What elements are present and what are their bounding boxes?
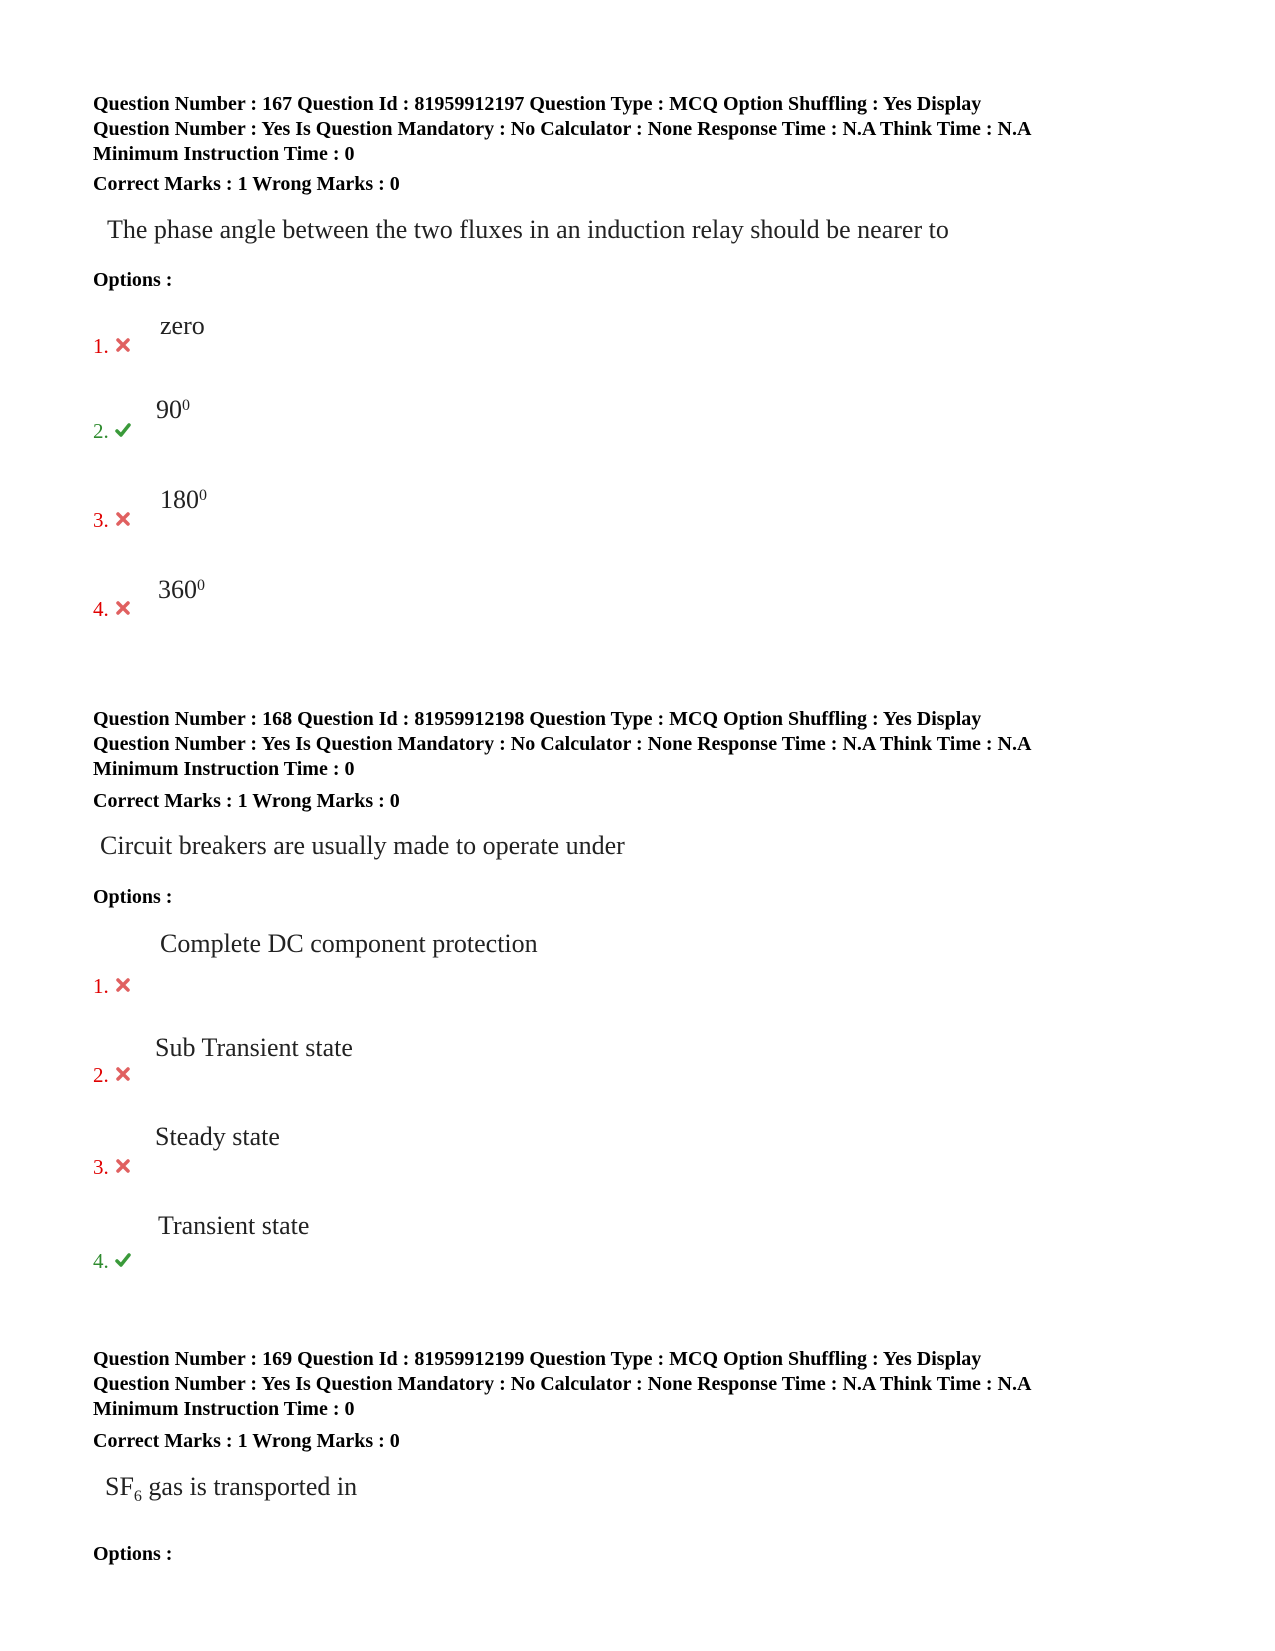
option-number: 4.	[93, 1249, 131, 1273]
question-meta	[93, 707, 1213, 782]
option-text: Steady state	[155, 1122, 280, 1151]
meta-line: Question Number : Yes Is Question Mandatory : No Calculator : None Response Time : N.A Think Time : N.A	[93, 1373, 1032, 1395]
option-number: 3.	[93, 508, 131, 532]
cross-icon	[115, 511, 131, 527]
option-number: 1.	[93, 334, 131, 358]
option-text: $90^0$	[156, 395, 190, 424]
cross-icon	[115, 977, 131, 993]
option-text: zero	[160, 311, 205, 340]
option-number: 4.	[93, 597, 131, 621]
option-text: Complete DC component protection	[160, 929, 538, 958]
marks-line: Correct Marks : 1 Wrong Marks : 0	[93, 790, 400, 812]
marks-line: Correct Marks : 1 Wrong Marks : 0	[93, 1430, 400, 1452]
option-number: 2.	[93, 1063, 131, 1087]
marks-line: Correct Marks : 1 Wrong Marks : 0	[93, 173, 400, 195]
cross-icon	[115, 1158, 131, 1174]
question-meta	[93, 1347, 1213, 1422]
meta-line: Question Number : 169 Question Id : 81959912199 Question Type : MCQ Option Shuffling : Yes Display	[93, 1348, 982, 1370]
option-number: 2.	[93, 419, 131, 443]
options-label: Options :	[93, 1543, 173, 1565]
option-text: Sub Transient state	[155, 1033, 353, 1062]
options-label: Options :	[93, 886, 173, 908]
option-text: $360^0$	[158, 575, 205, 604]
meta-line: Minimum Instruction Time : 0	[93, 143, 355, 165]
cross-icon	[115, 337, 131, 353]
option-number: 3.	[93, 1155, 131, 1179]
option-text: $180^0$	[160, 485, 207, 514]
meta-line: Question Number : Yes Is Question Mandatory : No Calculator : None Response Time : N.A Think Time : N.A	[93, 118, 1032, 140]
meta-line: Question Number : 168 Question Id : 81959912198 Question Type : MCQ Option Shuffling : Yes Display	[93, 708, 982, 730]
question-text: Circuit breakers are usually made to operate under	[100, 831, 625, 860]
meta-line: Question Number : Yes Is Question Mandatory : No Calculator : None Response Time : N.A Think Time : N.A	[93, 733, 1032, 755]
meta-line: Question Number : 167 Question Id : 81959912197 Question Type : MCQ Option Shuffling : Yes Display	[93, 93, 982, 115]
option-number: 1.	[93, 974, 131, 998]
question-text: The phase angle between the two fluxes in an induction relay should be nearer to	[107, 215, 949, 244]
meta-line: Minimum Instruction Time : 0	[93, 758, 355, 780]
options-label: Options :	[93, 269, 173, 291]
option-text: Transient state	[158, 1211, 310, 1240]
cross-icon	[115, 1066, 131, 1082]
check-icon	[115, 1252, 131, 1268]
question-text: $SF_6$ gas is transported in	[105, 1472, 358, 1506]
check-icon	[115, 422, 131, 438]
cross-icon	[115, 600, 131, 616]
meta-line: Minimum Instruction Time : 0	[93, 1398, 355, 1420]
question-meta	[93, 92, 1213, 167]
